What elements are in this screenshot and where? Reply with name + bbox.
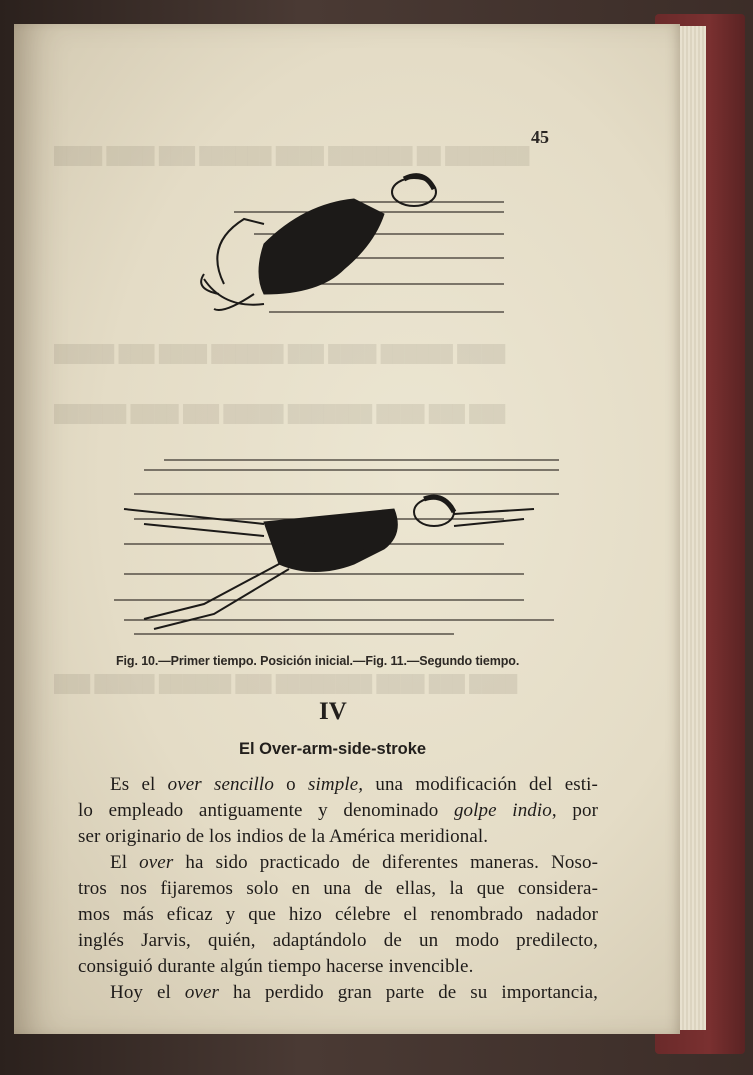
show-through: █████ ███ ████ ██████ ███ ████ ██████ ████ xyxy=(54,344,506,363)
text-span: ha perdido gran parte de su importancia, xyxy=(219,982,599,1003)
text-line xyxy=(78,798,598,824)
book-page xyxy=(14,24,680,1034)
body-text xyxy=(78,772,598,1006)
swimmer-figure-10 xyxy=(201,176,436,310)
chapter-number: IV xyxy=(319,698,347,725)
italic-term: over sencillo xyxy=(167,774,274,795)
italic-term: golpe indio xyxy=(453,800,552,821)
text-span: , por xyxy=(551,800,598,821)
text-span: Hoy el xyxy=(110,982,185,1003)
italic-term: simple, xyxy=(308,774,364,795)
swimmer-figure-11 xyxy=(124,497,534,629)
show-through: ████ ████ ███ ██████ ████ ███████ ██ ███████ xyxy=(54,146,530,165)
show-through: ██████ ████ ███ █████ ███████ ████ ███ ███ xyxy=(54,404,506,423)
paragraph-3 xyxy=(78,980,598,1006)
text-line: tros nos fijaremos solo en una de ellas, la que considera- xyxy=(78,878,598,899)
show-through: ███ █████ ██████ ███ ████████ ████ ███ ████ xyxy=(54,674,518,693)
text-line xyxy=(78,980,598,1006)
italic-term: over xyxy=(184,982,219,1003)
text-line xyxy=(78,850,598,876)
text-line xyxy=(78,772,598,798)
chapter-title: El Over-arm-side-stroke xyxy=(239,740,427,758)
swimmer-illustration xyxy=(104,164,574,654)
text-line: inglés Jarvis, quién, adaptándolo de un modo predilecto, xyxy=(78,930,598,951)
paragraph-2 xyxy=(78,850,598,980)
paragraph-1 xyxy=(78,772,598,850)
italic-term: over xyxy=(139,852,174,873)
text-line: mos más eficaz y que hizo célebre el renombrado nadador xyxy=(78,904,598,925)
text-span: lo empleado antiguamente y denominado xyxy=(78,800,454,821)
text-span: Es el xyxy=(110,774,168,795)
text-line: ser originario de los indios de la América meridional. xyxy=(78,826,489,847)
text-span: El xyxy=(110,852,140,873)
text-span: ha sido practicado de diferentes maneras. Noso- xyxy=(173,852,599,873)
page-number: 45 xyxy=(531,127,549,147)
text-span: o xyxy=(273,774,309,795)
text-span: una modificación del esti- xyxy=(363,774,598,795)
figure-caption: Fig. 10.—Primer tiempo. Posición inicial.—Fig. 11.—Segundo tiempo. xyxy=(116,654,520,668)
text-line: consiguió durante algún tiempo hacerse invencible. xyxy=(78,956,474,977)
